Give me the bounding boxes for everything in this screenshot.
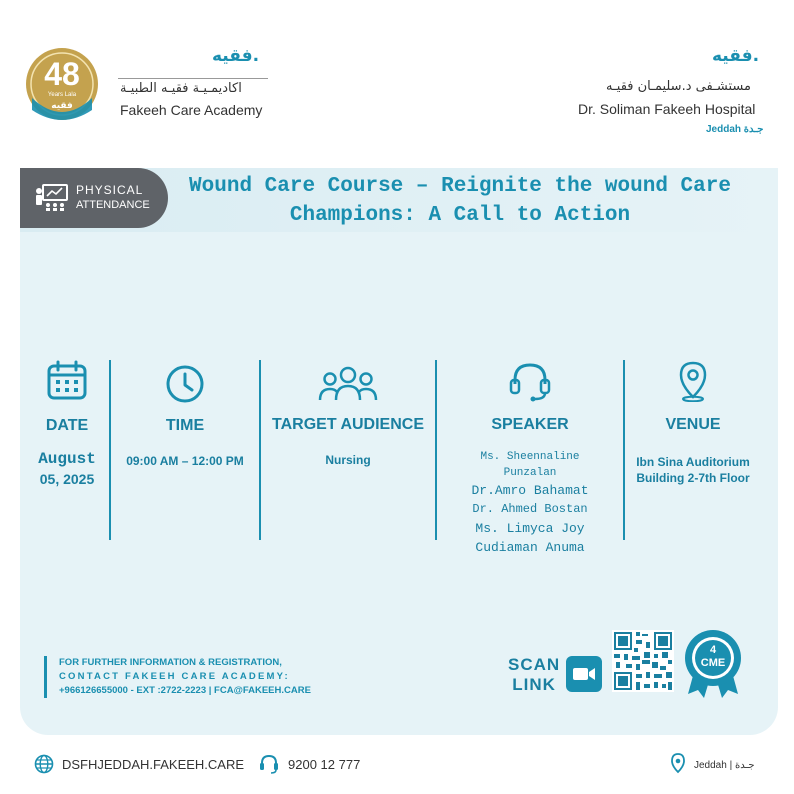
scan-line2: LINK [512,675,556,694]
group-icon [262,360,434,402]
speaker-name: Cudiaman Anuma [475,540,585,555]
speaker-name: Dr.Amro Bahamat [471,483,589,498]
venue-line2: Building 2-7th Floor [636,471,750,485]
calendar-icon [28,360,106,402]
info-line2: CONTACT FAKEEH CARE ACADEMY: [59,671,290,682]
academy-name-en: Fakeeh Care Academy [120,102,263,118]
speaker-name: Ms. Limyca Joy [475,521,585,536]
location-pin-icon [670,753,686,779]
info-line3[interactable]: +966126655000 - EXT :2722-2223 | FCA@FAKEEH.CARE [59,685,311,696]
speaker-name: Punzalan [503,467,557,479]
speaker-name: Dr. Ahmed Bostan [472,502,588,516]
badge-number: 48 [44,56,80,92]
headset-icon [258,753,280,779]
anniversary-badge [24,46,100,122]
headset-icon [438,360,622,402]
registration-info [44,656,311,698]
presentation-icon [34,184,70,216]
column-divider [435,360,437,540]
scan-line1: SCAN [508,655,561,674]
cme-count: 4 [709,644,717,656]
course-title: Wound Care Course – Reignite the wound Care Champions: A Call to Action [189,175,731,227]
hospital-city: Jeddah جـدة [706,124,764,135]
audience-column [262,360,434,550]
date-column [28,360,106,550]
info-line1: FOR FURTHER INFORMATION & REGISTRATION, [59,657,282,668]
video-camera-icon[interactable] [566,656,602,692]
column-divider [623,360,625,540]
audience-label: TARGET AUDIENCE [272,416,424,433]
location-pin-icon [626,360,760,402]
date-year: 05, 2025 [39,471,95,487]
venue-label: VENUE [665,416,721,433]
cme-badge [680,628,746,700]
badge-sub: Years Lala [47,92,77,98]
academy-brand-logo: فقيه. [212,46,260,66]
attendance-line2: ATTENDANCE [76,199,150,211]
physical-attendance-pill [20,168,168,228]
attendance-line1: PHYSICAL [76,183,144,197]
globe-icon [34,754,54,778]
phone-number[interactable]: 9200 12 777 [288,757,361,772]
cme-label: CME [700,657,726,669]
venue-line1: Ibn Sina Auditorium [636,455,750,469]
academy-name-ar: اكاديمـيـة فقيـه الطبيـة [120,81,242,96]
website-link[interactable]: DSFHJEDDAH.FAKEEH.CARE [62,757,245,772]
date-label: DATE [45,417,89,434]
venue-column [626,360,760,550]
audience-value: Nursing [325,453,371,467]
column-divider [259,360,261,540]
scan-link-label [508,655,560,695]
footer-city: Jeddah | جـدة [694,760,755,771]
clock-icon [112,360,258,402]
time-column [112,360,258,550]
time-label: TIME [165,417,205,434]
qr-code[interactable] [612,630,674,692]
speaker-name: Ms. Sheennaline [480,451,580,463]
time-value: 09:00 AM – 12:00 PM [126,454,244,468]
hospital-name-ar: مستشـفى د.سليمـان فقيـه [606,79,751,94]
academy-divider [118,78,268,79]
badge-brand: فقيه [51,101,73,111]
hospital-name-en: Dr. Soliman Fakeeh Hospital [578,101,756,117]
speaker-label: SPEAKER [491,416,569,433]
speaker-column [438,360,622,570]
column-divider [109,360,111,540]
date-month: August [38,450,96,468]
hospital-brand-logo: فقيه. [712,46,760,66]
